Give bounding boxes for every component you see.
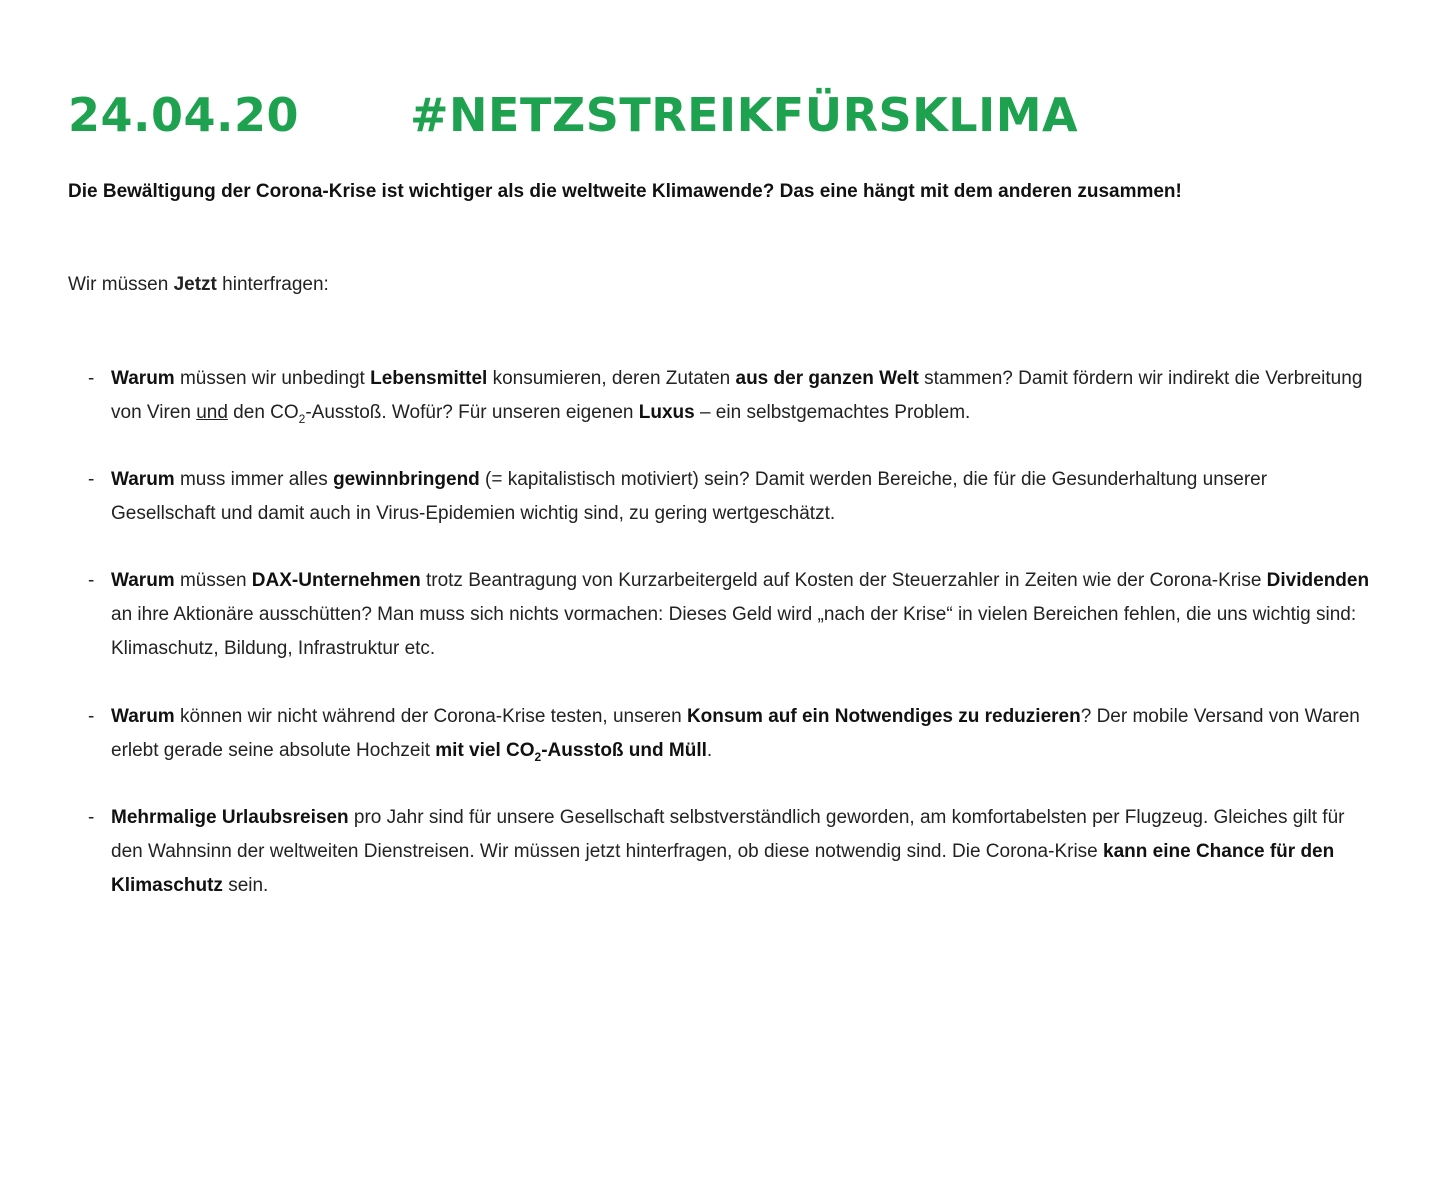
bullet-span: sein. [222,875,269,896]
bullet-emphasis: Warum [111,469,175,490]
bullet-dash: - [88,469,95,490]
bullet-dash: - [88,570,95,591]
title-date: 24.04.20 [68,88,299,142]
bullet-text [111,463,1371,531]
bullet-span: . [706,740,713,761]
bullet-emphasis: Dividenden [1266,570,1370,591]
bullet-emphasis: Warum [111,706,175,727]
bullet-dash: - [88,807,95,828]
bullet-span: konsumieren, deren Zutaten [487,368,736,389]
bullet-span: (= kapitalistisch motiviert) sein? Damit werden Bereiche, die für die Gesunderhaltung unserer Gesellschaft und damit auch in Virus-Epidemien wichtig sind, zu gering wertgeschätzt. [111,469,1268,524]
bullet-span: ? Der mobile Versand von Waren erlebt gerade seine absolute Hochzeit [111,706,1360,761]
bullet-emphasis: Luxus [638,402,695,423]
subscript: 2 [298,411,306,426]
bullet-text [111,362,1371,430]
question-lead-emphasis: Jetzt [173,274,217,295]
bullet-emphasis: Mehrmalige Urlaubsreisen [111,807,349,828]
question-lead-end: hinterfragen: [216,274,329,295]
bullet-emphasis: DAX-Unternehmen [251,570,421,591]
page-title [68,88,1078,158]
bullet-underline: und [196,402,228,423]
subscript: 2 [534,749,542,764]
intro-paragraph: Die Bewältigung der Corona-Krise ist wichtiger als die weltweite Klimawende? Das eine hängt mit dem anderen zusammen! [68,181,1182,202]
bullet-emphasis: gewinnbringend [333,469,480,490]
bullet-span: an ihre Aktionäre ausschütten? Man muss sich nichts vormachen: Dieses Geld wird „nach der Krise“ in vielen Bereichen fehlen, die uns wichtig sind: Klimaschutz, Bildung, Infrastruktur etc. [111,604,1357,659]
bullet-emphasis: Lebensmittel [370,368,488,389]
bullet-emphasis: -Ausstoß und Müll [541,740,707,761]
bullet-span: stammen? Damit fördern wir indirekt die Verbreitung von Viren [111,368,1363,423]
bullet-emphasis: Warum [111,570,175,591]
bullet-text [111,700,1371,768]
bullet-span: pro Jahr sind für unsere Gesellschaft selbstverständlich geworden, am komfortabelsten per Flugzeug. Gleiches gilt für den Wahnsinn der weltweiten Dienstreisen. Wir müssen jetzt hinterfragen, ob diese notwendig sind. Die Corona-Krise [111,807,1345,862]
bullet-emphasis: kann eine Chance für den Klimaschutz [111,841,1335,896]
bullet-emphasis: Warum [111,368,175,389]
bullet-span: den CO [227,402,299,423]
bullet-dash: - [88,706,95,727]
bullet-span: müssen [174,570,252,591]
question-lead [68,274,329,296]
bullet-span: – ein selbstgemachtes Problem. [694,402,971,423]
bullet-emphasis: aus der ganzen Welt [735,368,919,389]
bullet-emphasis: mit viel CO [435,740,535,761]
bullet-span: müssen wir unbedingt [174,368,371,389]
bullet-text [111,564,1371,666]
title-hashtag: #NETZSTREIKFÜRSKLIMA [410,88,1079,142]
bullet-span: muss immer alles [174,469,334,490]
bullet-span: können wir nicht während der Corona-Krise testen, unseren [174,706,687,727]
bullet-span: trotz Beantragung von Kurzarbeitergeld auf Kosten der Steuerzahler in Zeiten wie der Corona-Krise [420,570,1267,591]
bullet-dash: - [88,368,95,389]
question-lead-start: Wir müssen [68,274,174,295]
bullet-text [111,801,1371,903]
bullet-span: -Ausstoß. Wofür? Für unseren eigenen [305,402,639,423]
bullet-emphasis: Konsum auf ein Notwendiges zu reduzieren [686,706,1081,727]
